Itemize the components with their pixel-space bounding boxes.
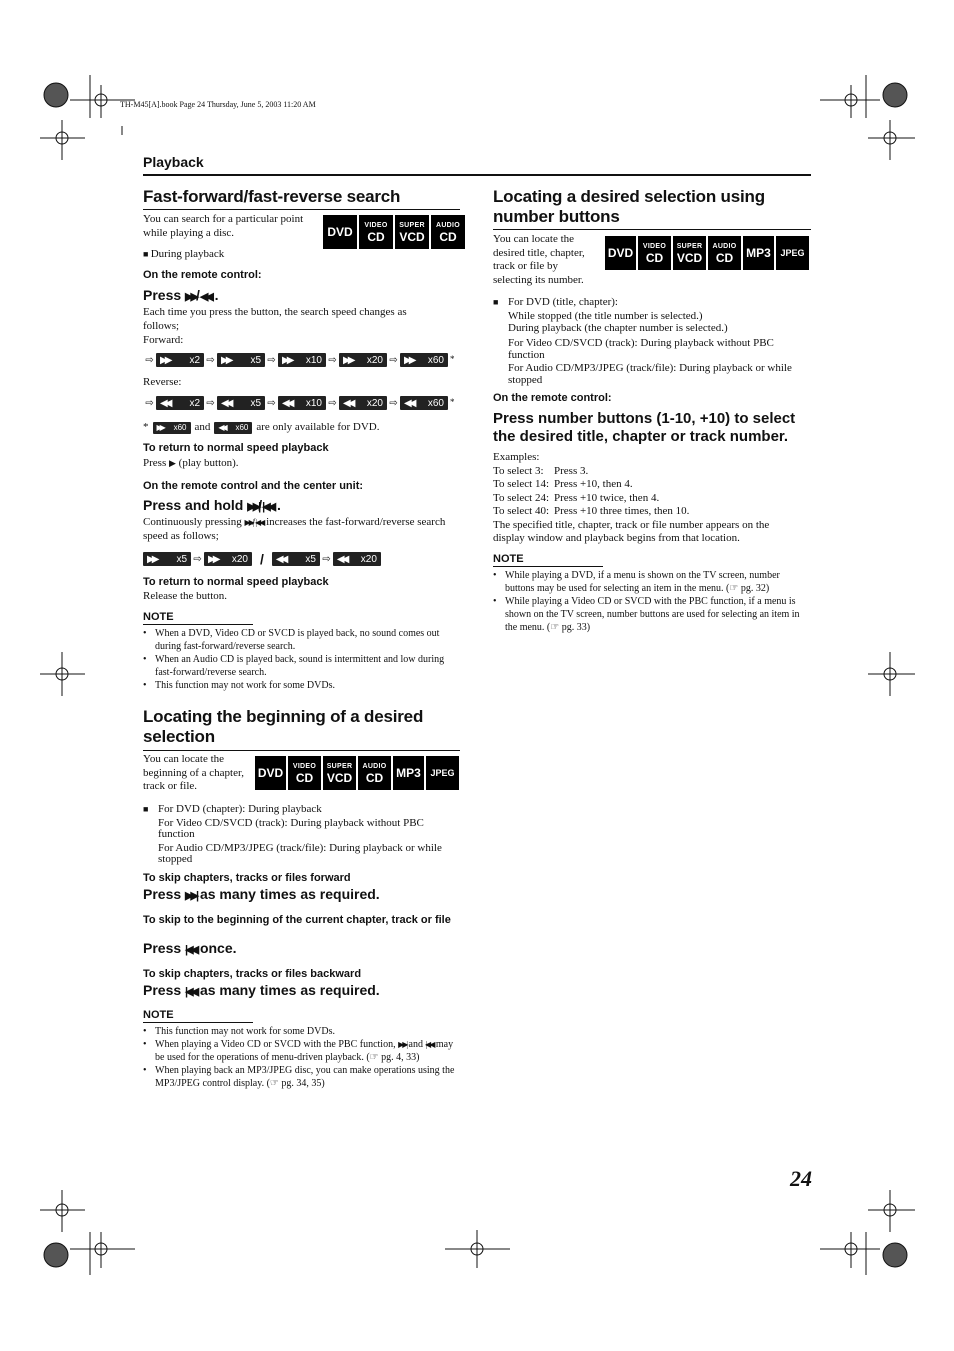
- ffsearch-reverse-label: Reverse:: [143, 376, 182, 388]
- hold-speed-sequence: ▶▶ x5 ⇨ ▶▶ x20 / ◀◀ x5 ⇨ ◀◀ x20: [143, 551, 381, 567]
- fast-reverse-icon: ◀◀: [221, 397, 231, 409]
- ffsearch-remote-center: On the remote control and the center unit:: [143, 480, 364, 492]
- note-item: • This function may not work for some DVDs.: [143, 679, 461, 692]
- skip-next-icon: ▶▶|: [398, 1040, 406, 1049]
- fast-forward-icon: ▶▶: [404, 354, 414, 366]
- speed-box: ▶▶ x10: [278, 353, 326, 367]
- arrow-icon: ⇨: [193, 553, 202, 565]
- note-item: • While playing a DVD, if a menu is shown on the TV screen, number buttons may be used for selecting an item in the menu. (☞ pg. 32): [493, 569, 811, 595]
- video-cd-badge: VIDEO CD: [638, 236, 671, 270]
- speed-box: ◀◀ x5: [217, 396, 265, 410]
- arrow-icon: ⇨: [389, 397, 398, 409]
- ffsearch-intro: You can search for a particular point while playing a disc.: [143, 213, 304, 239]
- ffsearch-press-step: Press ▶▶/◀◀ .: [143, 287, 219, 303]
- speed-box: ◀◀ x10: [278, 396, 326, 410]
- speed-box: ▶▶ x60: [153, 422, 191, 434]
- ffsearch-during: ■ During playback: [143, 248, 225, 260]
- locbegin-intro: You can locate the beginning of a chapter, track or file.: [143, 753, 244, 792]
- mp3-badge: MP3: [393, 756, 424, 790]
- ffsearch-rule: [143, 209, 460, 210]
- svcd-badge: SUPER VCD: [673, 236, 706, 270]
- fast-reverse-icon: ◀◀: [160, 397, 170, 409]
- ffsearch-hold-desc: Continuously pressing ▶▶|/|◀◀ increases the fast-forward/reverse search speed as follows;: [143, 516, 446, 542]
- ffsearch-forward-label: Forward:: [143, 334, 184, 346]
- fast-reverse-icon: ◀◀: [404, 397, 414, 409]
- fast-reverse-icon: ◀◀: [282, 397, 292, 409]
- fast-reverse-icon: ◀◀: [199, 291, 211, 303]
- square-bullet-icon: ■: [493, 297, 499, 307]
- ffsearch-title: Fast-forward/fast-reverse search: [143, 187, 401, 206]
- mp3-badge: MP3: [743, 236, 774, 270]
- ffsearch-return2-text: Release the button.: [143, 590, 228, 602]
- speed-box: ▶▶ x20: [339, 353, 387, 367]
- forward-speed-sequence: ⇨ ▶▶ x2 ⇨ ▶▶ x5 ⇨ ▶▶ x10 ⇨ ▶▶ x20 ⇨ ▶▶ x60 *: [143, 353, 455, 367]
- speed-box: ▶▶ x5: [143, 552, 191, 566]
- audio-cd-badge: AUDIO CD: [358, 756, 391, 790]
- speed-box: ◀◀ x20: [333, 552, 381, 566]
- reverse-speed-sequence: ⇨ ◀◀ x2 ⇨ ◀◀ x5 ⇨ ◀◀ x10 ⇨ ◀◀ x20 ⇨ ◀◀ x60 *: [143, 396, 455, 410]
- fast-reverse-icon: ◀◀: [336, 553, 347, 565]
- ffsearch-return-title: To return to normal speed playback: [143, 442, 329, 454]
- jpeg-badge: JPEG: [426, 756, 459, 790]
- speed-box: ◀◀ x20: [339, 396, 387, 410]
- ffsearch-disc-badges: [323, 215, 465, 249]
- locbegin-back-title: To skip chapters, tracks or files backward: [143, 968, 362, 980]
- arrow-icon: ⇨: [206, 354, 215, 366]
- audio-cd-badge: AUDIO CD: [708, 236, 741, 270]
- speed-box: ▶▶ x2: [156, 353, 204, 367]
- fast-forward-icon: ▶▶: [221, 354, 231, 366]
- fast-reverse-icon: ◀◀: [343, 397, 353, 409]
- speed-box: ◀◀ x2: [156, 396, 204, 410]
- fast-forward-icon: ▶▶: [160, 354, 170, 366]
- arrow-icon: ⇨: [389, 354, 398, 366]
- fast-forward-icon: ▶▶: [156, 423, 163, 432]
- ffsearch-desc: Each time you press the button, the search speed changes as follows;: [143, 306, 407, 332]
- note-item: • This function may not work for some DVDs.: [143, 1025, 461, 1038]
- skip-next-icon: ▶▶|: [247, 501, 259, 513]
- square-bullet-icon: ■: [143, 249, 151, 259]
- fast-forward-icon: ▶▶: [185, 291, 196, 303]
- video-cd-badge: VIDEO CD: [359, 215, 393, 249]
- fast-forward-icon: ▶▶: [208, 553, 218, 565]
- fast-reverse-icon: ◀◀: [275, 553, 286, 565]
- arrow-icon: ⇨: [267, 397, 276, 409]
- locbegin-fwd-title: To skip chapters, tracks or files forward: [143, 872, 351, 884]
- locbegin-notes: [143, 1025, 461, 1090]
- jpeg-badge: JPEG: [776, 236, 809, 270]
- skip-previous-icon: |◀◀: [185, 986, 197, 998]
- speed-box: ◀◀ x60: [214, 422, 252, 434]
- ffsearch-return-text: Press ▶ (play button).: [143, 457, 239, 469]
- locbegin-disc-badges: [255, 756, 459, 790]
- locnum-note-label: NOTE: [493, 553, 603, 567]
- locnum-rule: [493, 229, 811, 230]
- skip-next-icon: ▶▶|: [185, 890, 197, 902]
- dvd-badge: DVD: [255, 756, 286, 790]
- arrow-icon: ⇨: [145, 354, 154, 366]
- square-bullet-icon: ■: [143, 804, 149, 814]
- note-item: • While playing a Video CD or SVCD with the PBC function, if a menu is shown on the TV screen, number buttons are used for selecting an item in the menu. (☞ pg. 33): [493, 595, 811, 634]
- locbegin-rule: [143, 750, 460, 751]
- speed-box: ▶▶ x20: [204, 552, 252, 566]
- locnum-notes: [493, 569, 811, 634]
- skip-previous-icon: |◀◀: [185, 944, 197, 956]
- note-item: • When an Audio CD is played back, sound is intermittent and low during fast-forward/reverse search.: [143, 653, 461, 679]
- locnum-intro: You can locate the desired title, chapter, track or file by selecting its number.: [493, 233, 585, 286]
- dvd-badge: DVD: [323, 215, 357, 249]
- locbegin-conditions: ■ For DVD (chapter): During playback For Video CD/SVCD (track): During playback without PBC function For Audio CD/MP3/JPEG (track/file): During playback or while stopped: [143, 803, 442, 865]
- note-item: • When playing back an MP3/JPEG disc, you can make operations using the MP3/JPEG control display. (☞ pg. 34, 35): [143, 1064, 461, 1090]
- locbegin-fwd-step: Press ▶▶| as many times as required.: [143, 886, 380, 902]
- ffsearch-notes: [143, 627, 461, 692]
- fast-reverse-icon: ◀◀: [218, 423, 225, 432]
- speed-box: ▶▶ x5: [217, 353, 265, 367]
- arrow-icon: ⇨: [322, 553, 331, 565]
- arrow-icon: ⇨: [328, 397, 337, 409]
- locnum-conditions: ■ For DVD (title, chapter): While stopped (the title number is selected.) During playback (the chapter number is selected.) For Video CD/SVCD (track): During playback without PBC function For Audio CD/MP3/JPEG (track/file): During playback or while stopped: [493, 296, 792, 386]
- locnum-step: Press number buttons (1-10, +10) to select the desired title, chapter or track number.: [493, 410, 796, 445]
- ffsearch-footnote: * ▶▶ x60 and ◀◀ x60 are only available for DVD.: [143, 421, 380, 433]
- arrow-icon: ⇨: [328, 354, 337, 366]
- play-icon: ▶: [168, 458, 176, 468]
- ffsearch-remote: On the remote control:: [143, 269, 262, 281]
- video-cd-badge: VIDEO CD: [288, 756, 321, 790]
- skip-previous-icon: |◀◀: [255, 518, 264, 527]
- ffsearch-return2-title: To return to normal speed playback: [143, 576, 329, 588]
- speed-box: ◀◀ x5: [272, 552, 320, 566]
- ffsearch-note-label: NOTE: [143, 611, 253, 625]
- fast-forward-icon: ▶▶: [147, 553, 157, 565]
- locnum-examples: Examples: To select 3: Press 3. To select 14: Press +10, then 4. To select 24: Press +10 twice, then 4. To select 40: Press +10 three times, then 10. The specified title, chapter, track or file number appears on the display window and playback begins from that location.: [493, 451, 770, 544]
- note-item: • When playing a Video CD or SVCD with the PBC function, ▶▶| and |◀◀ may be used for the operations of menu-driven playback. (☞ pg. 4, 33): [143, 1038, 461, 1064]
- note-item: • When a DVD, Video CD or SVCD is played back, no sound comes out during fast-forward/reverse search.: [143, 627, 461, 653]
- header-rule: [143, 174, 811, 176]
- locbegin-back-step: Press |◀◀ as many times as required.: [143, 982, 380, 998]
- arrow-icon: ⇨: [267, 354, 276, 366]
- skip-next-icon: ▶▶|: [244, 518, 253, 527]
- locnum-title: Locating a desired selection using number buttons: [493, 187, 765, 226]
- section-label: Playback: [143, 154, 204, 170]
- arrow-icon: ⇨: [145, 397, 154, 409]
- locbegin-begin-title: To skip to the beginning of the current chapter, track or file: [143, 914, 451, 926]
- svcd-badge: SUPER VCD: [323, 756, 356, 790]
- locnum-disc-badges: [605, 236, 809, 270]
- locbegin-begin-step: Press |◀◀ once.: [143, 940, 237, 956]
- fast-forward-icon: ▶▶: [343, 354, 353, 366]
- speed-box: ◀◀ x60: [400, 396, 448, 410]
- header-stamp: TH-M45[A].book Page 24 Thursday, June 5, 2003 11:20 AM: [120, 100, 316, 109]
- skip-previous-icon: |◀◀: [262, 501, 274, 513]
- locbegin-note-label: NOTE: [143, 1009, 253, 1023]
- speed-box: ▶▶ x60: [400, 353, 448, 367]
- ffsearch-hold-step: Press and hold ▶▶|/|◀◀ .: [143, 497, 281, 513]
- skip-previous-icon: |◀◀: [425, 1040, 434, 1049]
- page-number: 24: [790, 1166, 812, 1191]
- locnum-remote: On the remote control:: [493, 392, 612, 404]
- svcd-badge: SUPER VCD: [395, 215, 429, 249]
- fast-forward-icon: ▶▶: [282, 354, 292, 366]
- dvd-badge: DVD: [605, 236, 636, 270]
- audio-cd-badge: AUDIO CD: [431, 215, 465, 249]
- locbegin-title: Locating the beginning of a desired selection: [143, 707, 424, 746]
- arrow-icon: ⇨: [206, 397, 215, 409]
